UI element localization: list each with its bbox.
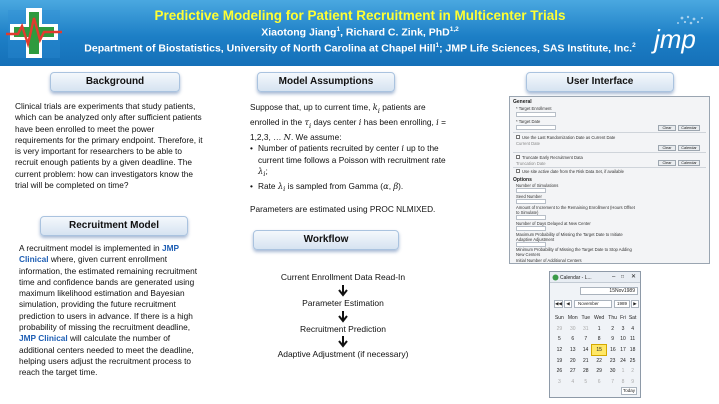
previous-year-button[interactable]: ◀◀ xyxy=(555,301,562,306)
calendar-day[interactable]: 12 xyxy=(556,347,563,354)
calendar-button[interactable]: Calendar xyxy=(678,145,700,151)
calendar-day[interactable]: 29 xyxy=(596,368,602,375)
calendar-day[interactable]: 11 xyxy=(629,336,636,343)
calendar-day[interactable]: 8 xyxy=(597,336,601,343)
maximize-icon[interactable]: □ xyxy=(621,274,625,280)
weekday-label: Wed xyxy=(594,315,605,322)
calendar-day[interactable]: 30 xyxy=(569,325,576,332)
section-header-model-assumptions: Model Assumptions xyxy=(257,72,395,92)
recruitment-dialog-screenshot: General * Target Enrollment * Target Date Clear Calendar Use the Last Randomization Date as Current Date Current Date Clear Calendar Truncate Early Recruitment Data Truncation Date Clear Calendar Use site active date from the Risk Data Set, if available Options Number of Simulations Seed Number Amount of Increment to the Remaining Enrollment (Hours Offset to Simulate) Number of Days Delayed at New Center Maximum Probability of Missing the Target Date to Initiate Adaptive Adjustment Minimum Probability of Missing the Target Date to Stop Adding New Centers Initial Number of Additional Centers xyxy=(509,96,710,264)
calendar-day[interactable]: 16 xyxy=(610,347,616,354)
minimize-icon[interactable]: – xyxy=(612,274,616,280)
calendar-day[interactable]: 10 xyxy=(620,336,626,343)
calendar-day[interactable]: 30 xyxy=(609,368,616,375)
calendar-day[interactable]: 3 xyxy=(621,325,625,332)
jmp-clinical-link: JMP Clinical xyxy=(19,243,179,265)
section-header-recruitment-model: Recruitment Model xyxy=(40,216,188,236)
calendar-day[interactable]: 6 xyxy=(597,378,601,385)
weekday-label: Tue xyxy=(581,315,590,322)
down-arrow-icon xyxy=(337,336,349,348)
weekday-label: Sat xyxy=(628,315,637,322)
poster-title: Predictive Modeling for Patient Recruitment in Multicenter Trials xyxy=(154,8,566,23)
calendar-day[interactable]: 26 xyxy=(556,368,563,375)
calendar-day[interactable]: 21 xyxy=(582,357,589,364)
calendar-day[interactable]: 29 xyxy=(556,325,563,332)
weekday-label: Sun xyxy=(554,315,564,322)
calendar-window xyxy=(549,271,641,398)
workflow-step-adjustment: Adaptive Adjustment (if necessary) xyxy=(277,349,409,359)
calendar-day[interactable]: 20 xyxy=(569,357,576,364)
calendar-day[interactable]: 31 xyxy=(582,325,589,332)
calendar-day[interactable]: 19 xyxy=(556,357,563,364)
assumption-gamma: • Rate $\lambda_i$ is sampled from Gamma (α, β). xyxy=(250,181,450,196)
calendar-day[interactable]: 25 xyxy=(629,357,636,364)
calendar-day[interactable]: 7 xyxy=(611,378,614,385)
calendar-grid xyxy=(553,313,638,387)
clear-button[interactable]: Clear xyxy=(658,145,676,151)
date-field[interactable]: 15Nov1989 xyxy=(580,287,638,295)
calendar-day[interactable]: 23 xyxy=(609,357,616,364)
calendar-day[interactable]: 15 xyxy=(592,345,607,356)
svg-text:jmp: jmp xyxy=(654,24,696,54)
recruitment-model-text: A recruitment model is implemented in JMP Clinical where, given current enrollment information, the estimated remaining recruitment time and confidence bands are generated using maximum likelihood estimation and Bayesian simulation, providing the future recruitment prediction to users in advance. If there is a high probability of missing the recruitment deadline, JMP Clinical will calculate the number of additional centers needed to meet the deadline, helping users adjust the recruitment process to reach the target time. xyxy=(19,243,198,378)
calendar-day[interactable]: 5 xyxy=(557,336,561,343)
app-icon xyxy=(552,274,559,281)
increment-input[interactable] xyxy=(516,215,546,220)
calendar-titlebar xyxy=(550,272,640,283)
options-section-label: Options xyxy=(513,177,532,183)
calendar-day[interactable]: 18 xyxy=(629,347,636,354)
weekday-label: Mon xyxy=(567,315,578,322)
calendar-day[interactable]: 24 xyxy=(620,357,626,364)
calendar-day[interactable]: 5 xyxy=(584,378,588,385)
calendar-day[interactable]: 2 xyxy=(631,368,634,375)
target-date-input[interactable] xyxy=(516,125,556,130)
weekday-label: Fri xyxy=(620,315,626,322)
calendar-day[interactable]: 2 xyxy=(611,325,614,332)
truncate-checkbox[interactable] xyxy=(516,155,520,159)
assumption-poisson: • Number of patients recruited by center i up to the current time follows a Poisson with recruitment rate $\lambda_i$; xyxy=(250,143,450,181)
use-active-date-checkbox[interactable] xyxy=(516,169,520,173)
workflow-step-read-in: Current Enrollment Data Read-In xyxy=(280,272,406,282)
seed-input[interactable] xyxy=(516,199,546,204)
previous-month-button[interactable]: ◀ xyxy=(564,300,572,308)
workflow-step-estimation: Parameter Estimation xyxy=(302,298,384,308)
calendar-day[interactable]: 9 xyxy=(631,378,634,385)
calendar-day[interactable]: 6 xyxy=(571,336,575,343)
target-enrollment-input[interactable] xyxy=(516,112,556,117)
down-arrow-icon xyxy=(337,285,349,297)
close-icon[interactable]: ✕ xyxy=(631,274,637,280)
calendar-button[interactable]: Calendar xyxy=(678,125,700,131)
weekday-label: Thu xyxy=(608,315,617,322)
proc-nlmixed-text: Parameters are estimated using PROC NLMIXED. xyxy=(250,204,436,214)
poster-header xyxy=(0,0,719,66)
calendar-title: Calendar - L... xyxy=(560,275,592,281)
calendar-day[interactable]: 17 xyxy=(620,347,626,354)
calendar-day[interactable]: 22 xyxy=(596,357,602,364)
section-header-background: Background xyxy=(50,72,180,92)
calendar-day[interactable]: 9 xyxy=(611,336,614,343)
calendar-day[interactable]: 27 xyxy=(569,368,576,375)
workflow-step-prediction: Recruitment Prediction xyxy=(300,324,386,334)
down-arrow-icon xyxy=(337,311,349,323)
month-select[interactable]: November xyxy=(574,300,612,308)
model-assumptions-text: Suppose that, up to current time, $k_i$ patients are enrolled in the $\tau_i$ days center i has been enrolling, i = 1,2,3, … N. We assume: • Number of patients recruited by center i up to the current time follows a Poisson with recruitment rate $\lambda_i$; • Rate $\lambda_i$ is sampled from Gamma (α, β). xyxy=(250,102,450,196)
calendar-day[interactable]: 13 xyxy=(569,347,576,354)
calendar-day[interactable]: 8 xyxy=(621,378,625,385)
jmp-clinical-link: JMP Clinical xyxy=(19,333,68,344)
assumptions-list xyxy=(250,143,450,196)
calendar-button[interactable]: Calendar xyxy=(678,160,700,166)
use-last-randomization-checkbox[interactable] xyxy=(516,135,520,139)
num-simulations-input[interactable] xyxy=(516,188,546,193)
background-text: Clinical trials are experiments that study patients, which can be analyzed only after sufficient patients have been enrolled to meet the power requirements for the primary endpoint. Therefore, it is very important for researchers to be able to recruit enough patients by a given deadline. The current problem: how can investigators know the trial will be completed on time? xyxy=(15,101,203,191)
poster-affiliations: Department of Biostatistics, University of North Carolina at Chapel Hill$^1$; JMP Life Sciences, SAS Institute, Inc.$^2$ xyxy=(84,42,636,55)
calendar-day[interactable]: 14 xyxy=(582,347,589,354)
clear-button[interactable]: Clear xyxy=(658,160,676,166)
general-section-label: General xyxy=(513,99,532,105)
calendar-day[interactable]: 1 xyxy=(597,325,601,332)
calendar-day[interactable]: 28 xyxy=(582,368,589,375)
year-field[interactable]: 1989 xyxy=(614,300,630,308)
jmp-logo-icon xyxy=(648,14,714,54)
next-month-button[interactable]: ▶ xyxy=(631,300,639,308)
days-delayed-input[interactable] xyxy=(516,226,546,231)
clear-button[interactable]: Clear xyxy=(658,125,676,131)
calendar-day[interactable]: 1 xyxy=(621,368,625,375)
section-header-workflow: Workflow xyxy=(253,230,399,250)
today-button[interactable]: Today xyxy=(622,388,635,393)
calendar-day[interactable]: 7 xyxy=(584,336,588,343)
calendar-day[interactable]: 4 xyxy=(631,325,634,332)
poster-authors: Xiaotong Jiang$^1$, Richard C. Zink, PhD$^{1,2}$ xyxy=(261,26,459,39)
section-header-user-interface: User Interface xyxy=(526,72,674,92)
unc-medical-logo-icon xyxy=(4,4,64,62)
calendar-day[interactable]: 4 xyxy=(571,378,575,385)
calendar-day[interactable]: 3 xyxy=(557,378,561,385)
